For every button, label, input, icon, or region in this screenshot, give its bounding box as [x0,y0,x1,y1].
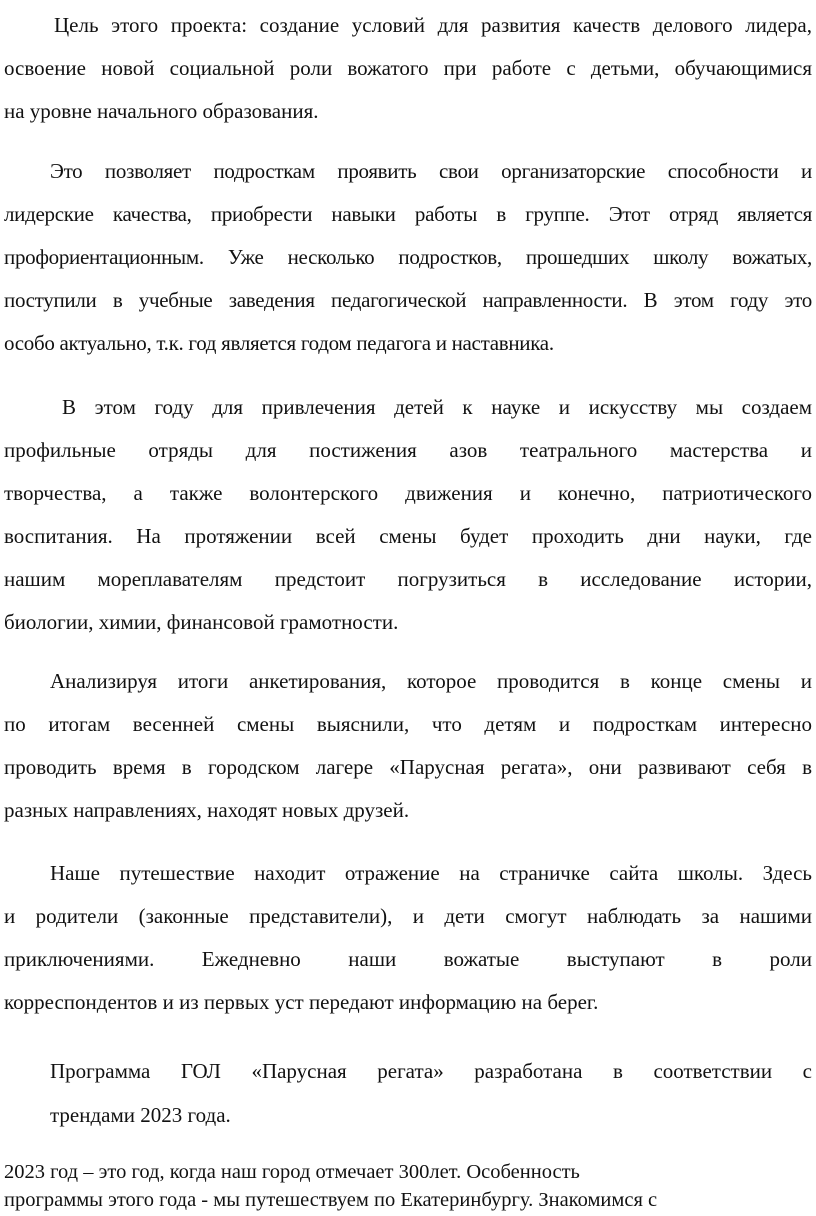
text-line: В этом году для привлечения детей к науке и искусству мы создаем [62,395,812,419]
paragraph-program-trends [50,1049,812,1137]
text-line: особо актуально, т.к. год является годом педагога и наставника. [4,331,554,355]
text-line: биологии, химии, финансовой грамотности. [4,610,399,634]
paragraph-project-goal [4,4,812,133]
text-line: приключениями. Ежедневно наши вожатые выступают в роли [4,947,812,971]
text-line: 2023 год – это год, когда наш город отмечает 300лет. Особенность [4,1161,580,1183]
text-line: на уровне начального образования. [4,99,319,123]
text-line: корреспондентов и из первых уст передают информацию на берег. [4,990,599,1014]
text-line: воспитания. На протяжении всей смены будет проходить дни науки, где [4,524,812,548]
paragraph-teen-leadership [4,150,812,365]
text-line: профориентационным. Уже несколько подростков, прошедших школу вожатых, [4,245,812,269]
paragraph-survey-results [4,660,812,832]
text-line: проводить время в городском лагере «Парусная регата», они развивают себя в [4,755,812,779]
paragraph-profile-squads [4,386,812,644]
text-line: поступили в учебные заведения педагогической направленности. В этом году это [4,288,812,312]
text-line: Это позволяет подросткам проявить свои организаторские способности и [50,159,812,183]
text-line: освоение новой социальной роли вожатого при работе с детьми, обучающимися [4,56,812,80]
text-line: Наше путешествие находит отражение на страничке сайта школы. Здесь [50,861,812,885]
text-line: Цель этого проекта: создание условий для развития качеств делового лидера, [54,13,812,37]
text-line: трендами 2023 года. [50,1103,231,1127]
text-line: и родители (законные представители), и дети смогут наблюдать за нашими [4,904,812,928]
text-line: программы этого года - мы путешествуем по Екатеринбургу. Знакомимся с [4,1189,658,1211]
text-line: Программа ГОЛ «Парусная регата» разработана в соответствии с [50,1059,812,1083]
text-line: лидерские качества, приобрести навыки работы в группе. Этот отряд является [4,202,812,226]
text-line: нашим мореплавателям предстоит погрузиться в исследование истории, [4,567,812,591]
text-line: Анализируя итоги анкетирования, которое проводится в конце смены и [50,669,812,693]
text-line: по итогам весенней смены выяснили, что детям и подросткам интересно [4,712,812,736]
paragraph-school-website [4,852,812,1024]
paragraph-city-anniversary [4,1158,812,1214]
text-line: профильные отряды для постижения азов театрального мастерства и [4,438,812,462]
text-line: творчества, а также волонтерского движения и конечно, патриотического [4,481,812,505]
text-line: разных направлениях, находят новых друзей. [4,798,410,822]
